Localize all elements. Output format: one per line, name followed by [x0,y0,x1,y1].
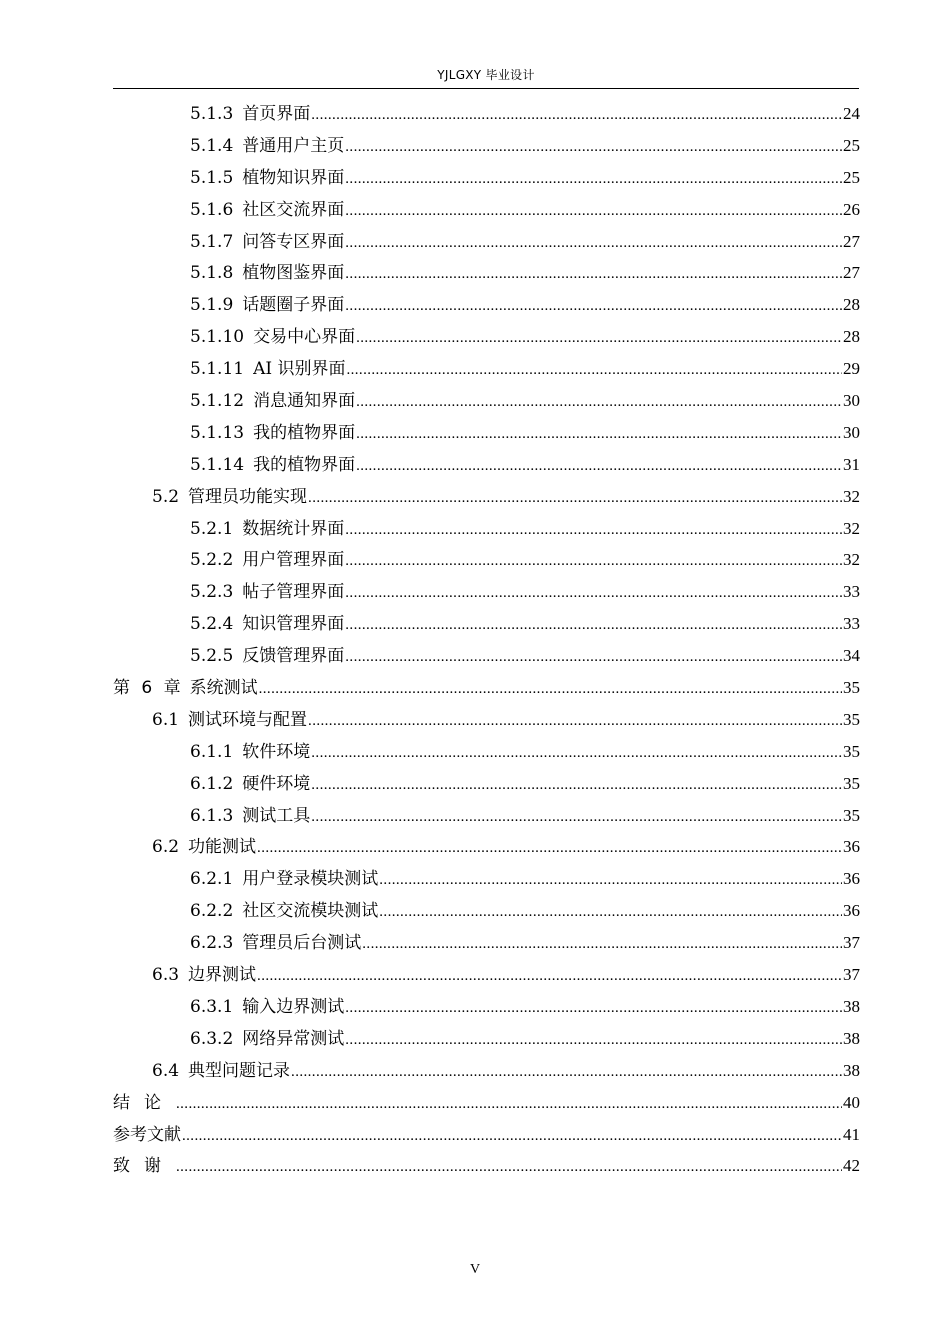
toc-entry-title: 用户管理界面 [242,550,345,571]
toc-entry[interactable] [113,162,860,194]
toc-leader-dots [308,483,842,515]
toc-entry-title: 功能测试 [188,837,257,858]
toc-entry-title: 输入边界测试 [242,996,345,1017]
toc-entry-title: 社区交流界面 [242,199,345,220]
toc-entry-title: 社区交流模块测试 [242,901,379,922]
toc-entry[interactable] [113,863,860,895]
toc-leader-dots [345,642,842,674]
toc-entry-page: 38 [843,1028,860,1048]
toc-leader-dots [345,610,842,642]
toc-entry-page: 38 [843,1060,860,1080]
toc-entry-number: 6.1.1 [190,741,234,762]
toc-entry-page: 32 [843,486,860,506]
toc-entry-title: 致谢 [113,1156,175,1177]
toc-leader-dots [345,132,842,164]
toc-entry-page: 33 [843,614,860,634]
toc-entry[interactable] [113,321,860,353]
toc-entry-title: 交易中心界面 [253,327,356,348]
toc-entry-page: 36 [843,837,860,857]
toc-entry-title: 结论 [113,1092,175,1113]
toc-leader-dots [311,802,842,834]
toc-entry-number: 5.2.2 [190,550,234,571]
toc-entry[interactable] [113,1055,860,1087]
toc-entry-page: 40 [843,1092,860,1112]
toc-leader-dots [346,355,842,387]
toc-entry-number: 6.2 [152,837,180,858]
header-text: YJLGXY 毕业设计 [437,68,535,82]
toc-entry-page: 35 [843,805,860,825]
toc-entry-title: 我的植物界面 [253,422,356,443]
toc-entry[interactable] [113,576,860,608]
toc-entry-number: 5.1.3 [190,104,234,124]
toc-entry-title: 首页界面 [242,104,311,124]
toc-entry-number: 6.2.1 [190,869,234,890]
toc-entry-title: 植物知识界面 [242,167,345,188]
toc-entry-title: 植物图鉴界面 [242,263,345,284]
toc-entry-number: 5.1.13 [190,422,245,443]
toc-entry-number: 6.1 [152,709,180,730]
toc-entry[interactable] [113,98,860,130]
toc-entry-title: 问答专区界面 [242,231,345,252]
toc-entry[interactable] [113,736,860,768]
toc-entry-page: 36 [843,901,860,921]
toc-entry-number: 5.1.10 [190,327,245,348]
toc-entry-title: 系统测试 [189,678,258,699]
toc-entry-page: 31 [843,454,860,474]
toc-entry-title: 知识管理界面 [242,614,345,635]
toc-leader-dots [356,323,842,355]
toc-entry-page: 30 [843,391,860,411]
toc-leader-dots [345,546,842,578]
toc-entry-number: 6.2.2 [190,901,234,922]
toc-entry-page: 29 [843,359,860,379]
toc-leader-dots [345,228,842,260]
toc-entry-number: 第 6 章 [113,678,181,699]
toc-entry[interactable] [113,194,860,226]
toc-entry[interactable] [113,289,860,321]
toc-leader-dots [356,451,842,483]
toc-entry-title: 典型问题记录 [188,1060,291,1081]
page-number: V [469,1262,481,1277]
toc-entry-title: 帖子管理界面 [242,582,345,603]
toc-entry-page: 35 [843,741,860,761]
toc-entry-number: 5.1.8 [190,263,234,284]
toc-entry-page: 26 [843,199,860,219]
toc-entry-number: 6.1.2 [190,773,234,794]
toc-entry-page: 27 [843,231,860,251]
toc-entry[interactable] [113,768,860,800]
toc-entry-number: 5.2.3 [190,582,234,603]
toc-entry[interactable] [113,608,860,640]
toc-entry-number: 5.2.5 [190,646,234,667]
toc-entry-page: 38 [843,996,860,1016]
toc-entry-title: 普通用户主页 [242,135,345,156]
toc-leader-dots [345,196,842,228]
toc-entry[interactable] [113,1150,860,1182]
toc-entry[interactable] [113,1119,860,1151]
toc-entry[interactable] [113,831,860,863]
toc-leader-dots [311,738,842,770]
toc-entry-number: 5.1.7 [190,231,234,252]
toc-entry-page: 33 [843,582,860,602]
toc-entry-title: 管理员后台测试 [242,933,362,954]
toc-entry[interactable] [113,640,860,672]
toc-entry-title: 管理员功能实现 [188,486,308,507]
toc-entry[interactable] [113,672,860,704]
toc-leader-dots [345,291,842,323]
toc-leader-dots [345,1025,842,1057]
toc-entry[interactable] [113,1023,860,1055]
toc-entry[interactable] [113,991,860,1023]
toc-entry[interactable] [113,959,860,991]
toc-entry-number: 5.1.14 [190,454,245,475]
toc-entry-page: 30 [843,422,860,442]
toc-entry[interactable] [113,513,860,545]
toc-entry[interactable] [113,449,860,481]
toc-entry-number: 5.2.1 [190,518,234,539]
toc-entry-number: 6.3 [152,965,180,986]
toc-leader-dots [176,1089,842,1121]
toc-entry[interactable] [113,704,860,736]
toc-entry-number: 5.1.5 [190,167,234,188]
toc-entry[interactable] [113,417,860,449]
toc-entry-page: 37 [843,965,860,985]
toc-entry[interactable] [113,385,860,417]
toc-entry-title: 网络异常测试 [242,1028,345,1049]
toc-leader-dots [345,259,842,291]
toc-leader-dots [176,1152,842,1184]
toc-entry-page: 41 [843,1124,860,1144]
toc-leader-dots [311,770,842,802]
toc-entry-title: 我的植物界面 [253,454,356,475]
toc-leader-dots [362,929,842,961]
toc-entry[interactable] [113,927,860,959]
toc-entry-title: 话题圈子界面 [242,295,345,316]
toc-entry-title: AI 识别界面 [253,359,346,380]
toc-leader-dots [311,100,842,132]
toc-entry[interactable] [113,130,860,162]
toc-entry-page: 27 [843,263,860,283]
toc-entry-title: 软件环境 [242,741,311,762]
toc-entry-title: 数据统计界面 [242,518,345,539]
toc-leader-dots [308,706,842,738]
table-of-contents [113,98,860,1182]
toc-entry[interactable] [113,481,860,513]
toc-entry-number: 5.1.6 [190,199,234,220]
toc-entry-title: 参考文献 [113,1124,181,1145]
toc-entry-title: 硬件环境 [242,773,311,794]
toc-entry-page: 28 [843,327,860,347]
toc-leader-dots [345,578,842,610]
toc-entry-page: 28 [843,295,860,315]
toc-entry-page: 24 [843,104,860,123]
toc-entry-number: 5.1.12 [190,391,245,412]
toc-entry-page: 34 [843,646,860,666]
toc-leader-dots [182,1121,842,1153]
toc-entry-number: 6.4 [152,1060,180,1081]
toc-entry-title: 边界测试 [188,965,257,986]
page-footer [0,1262,950,1278]
toc-entry-number: 6.3.1 [190,996,234,1017]
toc-entry[interactable] [113,800,860,832]
toc-entry-number: 5.2 [152,486,180,507]
toc-leader-dots [379,865,842,897]
toc-entry-title: 测试环境与配置 [188,709,308,730]
toc-entry-page: 25 [843,135,860,155]
toc-entry-number: 5.2.4 [190,614,234,635]
toc-entry-page: 35 [843,678,860,698]
toc-leader-dots [356,387,842,419]
toc-entry-number: 5.1.11 [190,359,245,380]
toc-entry-page: 25 [843,167,860,187]
page-header [113,64,859,89]
toc-entry-page: 36 [843,869,860,889]
toc-entry-number: 6.2.3 [190,933,234,954]
toc-entry-page: 37 [843,933,860,953]
toc-entry-page: 42 [843,1156,860,1176]
toc-entry-title: 消息通知界面 [253,391,356,412]
toc-entry-page: 32 [843,550,860,570]
toc-entry-title: 测试工具 [242,805,311,826]
toc-leader-dots [291,1057,842,1089]
toc-leader-dots [356,419,842,451]
toc-leader-dots [259,674,842,706]
toc-entry[interactable] [113,353,860,385]
toc-entry-page: 32 [843,518,860,538]
toc-leader-dots [257,833,842,865]
toc-entry-number: 6.3.2 [190,1028,234,1049]
toc-entry-number: 6.1.3 [190,805,234,826]
toc-entry[interactable] [113,1087,860,1119]
toc-leader-dots [345,515,842,547]
toc-entry-title: 反馈管理界面 [242,646,345,667]
toc-entry-number: 5.1.9 [190,295,234,316]
toc-entry[interactable] [113,257,860,289]
toc-entry[interactable] [113,226,860,258]
toc-entry[interactable] [113,544,860,576]
toc-leader-dots [379,897,842,929]
toc-leader-dots [345,164,842,196]
toc-leader-dots [257,961,842,993]
toc-entry-number: 5.1.4 [190,135,234,156]
toc-entry-page: 35 [843,773,860,793]
toc-entry[interactable] [113,895,860,927]
toc-entry-title: 用户登录模块测试 [242,869,379,890]
toc-leader-dots [345,993,842,1025]
toc-entry-page: 35 [843,709,860,729]
